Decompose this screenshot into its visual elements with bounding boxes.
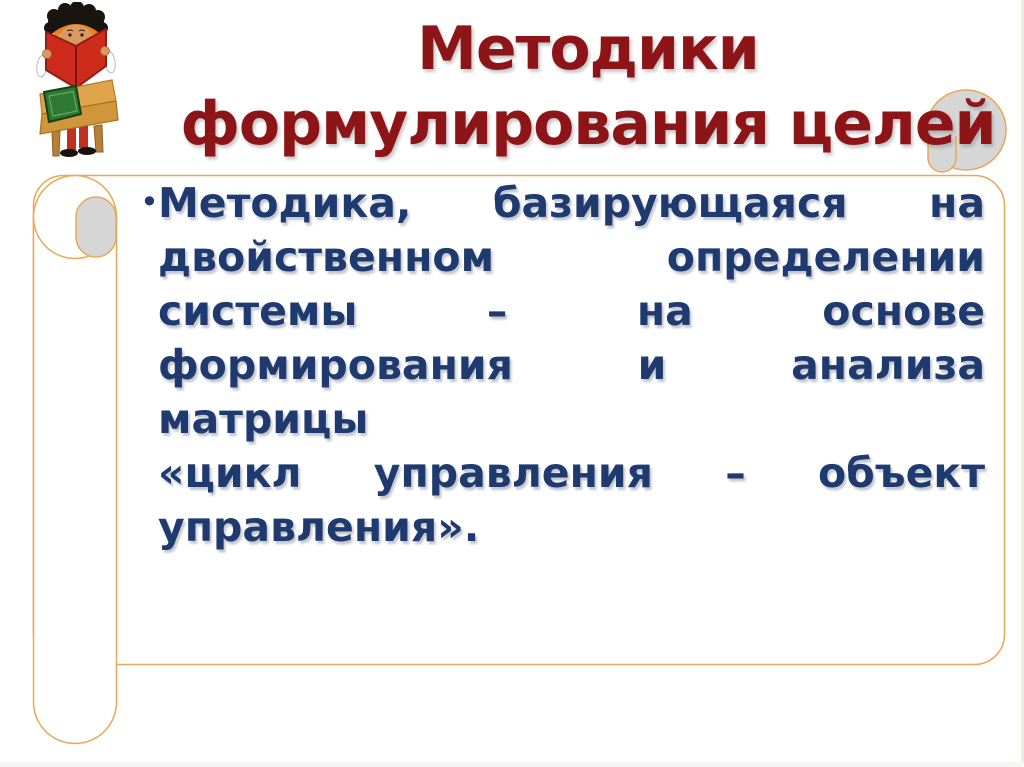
body-line: формирования и анализа матрицы [158, 341, 985, 443]
scroll-top-left-curl-fill [76, 197, 116, 257]
shoe-right [78, 147, 96, 155]
pants [67, 126, 88, 150]
body-line: двойственном определении [158, 233, 985, 281]
shoe-left [60, 149, 78, 157]
slide-title [160, 12, 1016, 162]
reading-child-illustration [28, 2, 160, 170]
body-line: системы – на основе [158, 287, 985, 335]
body-line: управления». [158, 503, 480, 551]
hand-right [101, 47, 110, 56]
body-line: Методика, базирующаяся на [158, 179, 985, 227]
slide-body-text [158, 176, 985, 554]
scroll-left-tube [34, 217, 117, 744]
title-line-2: формулирования целей [180, 89, 996, 159]
bullet-marker: • [140, 183, 159, 221]
hand-left [43, 50, 52, 59]
slide-bottom-edge [0, 762, 1024, 767]
body-line: «цикл управления – объект [158, 449, 985, 497]
title-line-1: Методики [417, 14, 759, 84]
